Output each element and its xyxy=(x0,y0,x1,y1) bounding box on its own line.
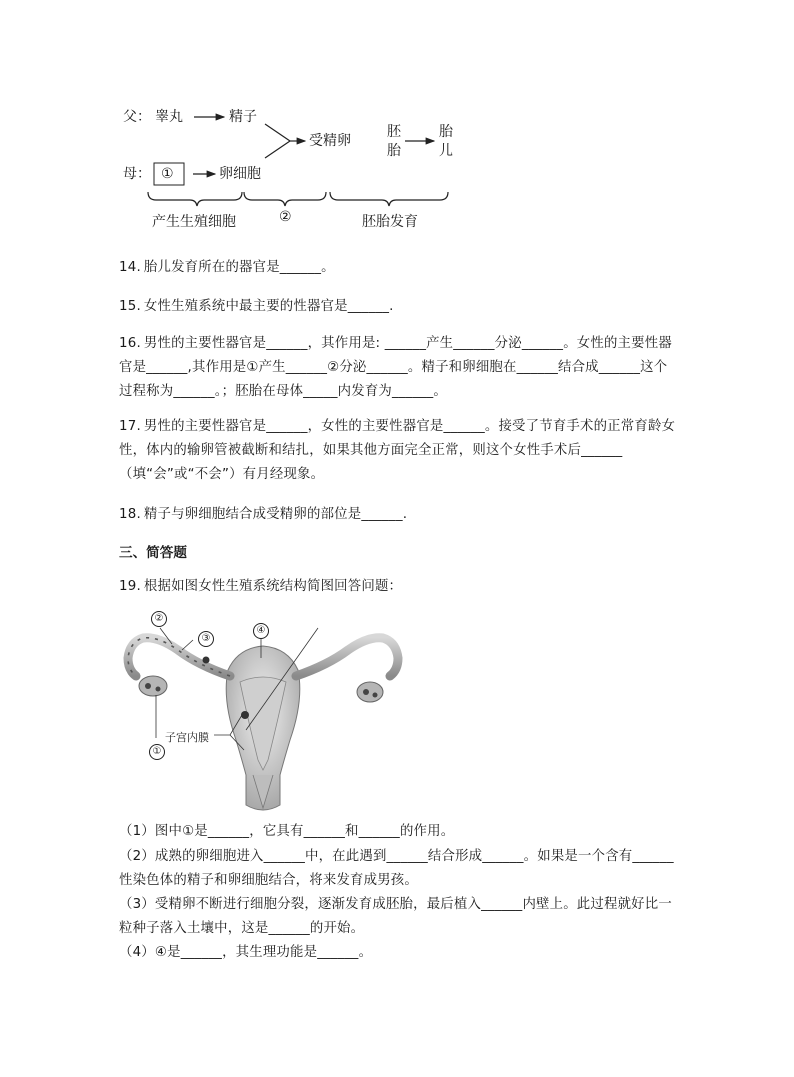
female-reproductive-figure xyxy=(118,610,408,820)
figure-label-3: ③ xyxy=(198,631,214,647)
brace-label-gamete: 产生生殖细胞 xyxy=(152,214,236,230)
subquestion-2: （2）成熟的卵细胞进入______中，在此遇到______结合形成______。如果是一个含有______性染色体的精子和卵细胞结合，将来发育成男孩。 xyxy=(119,849,674,888)
subquestion-4: （4）④是______，其生理功能是______。 xyxy=(119,945,373,960)
diagram-lines xyxy=(0,0,794,260)
egg-label: 卵细胞 xyxy=(219,166,261,182)
brace-label-2: ② xyxy=(279,209,292,225)
question-16: 16. 男性的主要性器官是______，其作用是: ______产生______分泌______。女性的主要性器官是______,其作用是①产生______②分泌______。精子和卵细胞在______结合成______这个过程称为______。；胚胎在母体_____内发育为______。 xyxy=(119,336,672,399)
right-ovary xyxy=(357,682,383,702)
embryo-label-1: 胚 xyxy=(387,124,401,140)
left-oviduct xyxy=(128,638,230,676)
sperm-label: 精子 xyxy=(229,109,257,125)
brace-2 xyxy=(244,192,326,206)
figure-label-1: ① xyxy=(149,744,165,760)
figure-label-2: ② xyxy=(151,611,167,627)
ovary-box xyxy=(154,163,184,185)
endometrium-label: 子宫内膜 xyxy=(165,731,209,744)
subquestion-1: （1）图中①是______，它具有______和______的作用。 xyxy=(119,824,455,839)
left-ovary xyxy=(139,676,167,696)
question-14: 14. 胎儿发育所在的器官是______。 xyxy=(119,260,335,275)
father-label: 父： xyxy=(123,109,151,125)
ovary-mark: ① xyxy=(161,166,174,182)
zygote-label: 受精卵 xyxy=(309,133,351,149)
question-15: 15. 女性生殖系统中最主要的性器官是______. xyxy=(119,299,394,314)
question-19: 19. 根据如图女性生殖系统结构简图回答问题： xyxy=(119,579,403,594)
brace-gamete xyxy=(148,192,242,206)
figure-label-4: ④ xyxy=(253,623,269,639)
subquestion-3: （3）受精卵不断进行细胞分裂，逐渐发育成胚胎，最后植入______内壁上。此过程就好比一粒种子落入土壤中，这是______的开始。 xyxy=(119,897,672,936)
embryo-label-2: 胎 xyxy=(387,143,401,159)
brace-label-embryo: 胚胎发育 xyxy=(362,214,418,230)
brace-embryo xyxy=(330,192,448,206)
section-title: 三、简答题 xyxy=(119,545,187,561)
fetus-label-1: 胎 xyxy=(439,124,453,140)
mother-label: 母： xyxy=(123,166,151,182)
testis-label: 睾丸 xyxy=(155,109,183,125)
question-18: 18. 精子与卵细胞结合成受精卵的部位是______. xyxy=(119,507,408,522)
question-17: 17. 男性的主要性器官是______，女性的主要性器官是______。接受了节育手术的正常育龄女性，体内的输卵管被截断和结扎，如果其他方面完全正常，则这个女性手术后______（填“会”或“不会”）有月经现象。 xyxy=(119,419,676,482)
fetus-label-2: 儿 xyxy=(439,143,453,159)
right-oviduct xyxy=(296,638,398,676)
fertilization-join xyxy=(265,124,290,158)
